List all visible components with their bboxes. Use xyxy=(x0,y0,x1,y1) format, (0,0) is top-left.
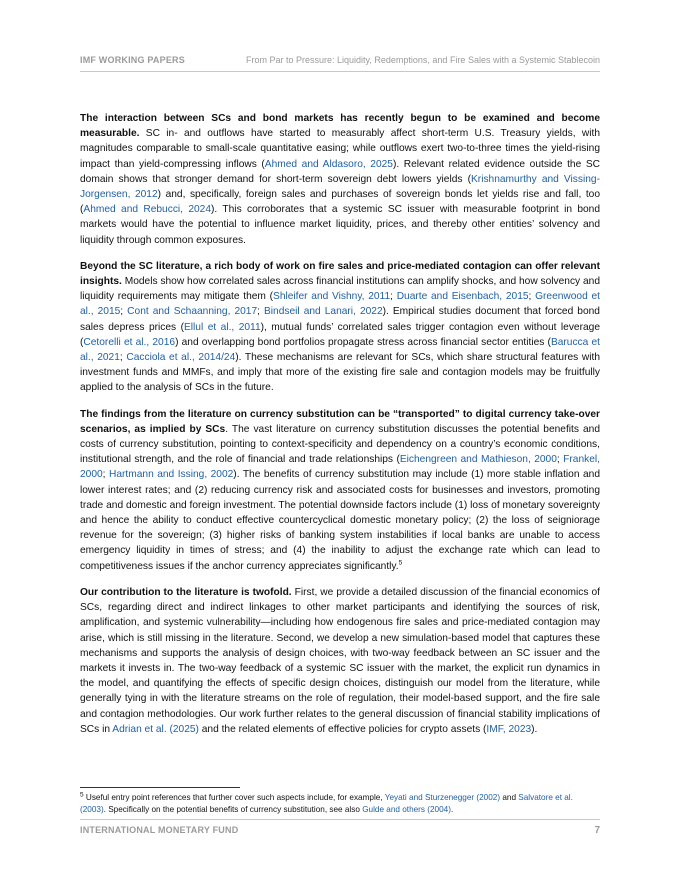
citation-link[interactable]: Ahmed and Rebucci, 2024 xyxy=(83,204,212,216)
citation-separator: ; xyxy=(102,469,109,481)
paragraph-text: ). xyxy=(531,723,538,735)
header-series-title: IMF WORKING PAPERS xyxy=(80,55,185,65)
paragraph-text: SC in- and outflows have started to measurably affect short-term U.S. Treasury yields, with magnitudes comparable to small-scale quantitative easing; while outflows exert two-to-three times the yield-rising impact than yield-compressing inflows ( xyxy=(80,128,600,170)
running-header xyxy=(80,55,600,69)
paragraph-text: ) and overlapping bond portfolios propagate stress across financial sector entities ( xyxy=(175,336,551,348)
paragraph-lead: The findings from the literature on currency substitution can be “transported” to digital currency take-over scenarios, as implied by SCs xyxy=(80,408,600,435)
paragraph-fire-sales xyxy=(80,259,600,396)
citation-link[interactable]: Salvatore et al. (2003) xyxy=(80,793,573,814)
paragraph-text: First, we provide a detailed discussion of the financial economics of SCs, regarding direct and indirect linkages to other market participants and identifying the sources of risk, amplification, and systemic vulnerability—including how endogenous fire sales and price-mediated contagion may arise, which is still missing in the literature. Second, we develop a new simulation-based model that captures these mechanisms and supports the analysis of design choices, with two-way feedback between an SC issuer and the markets it invests in. The two-way feedback of a systemic SC issuer with the market, the explicit run dynamics in the model, and quantifying the effects of specific design choices, distinguish our model from the literature, while generally tying in with the literature streams on the role of regulation, their model-based support, and the fire sale and contagion methodologies. Our work further relates to the general discussion of financial stability implications of SCs in xyxy=(80,586,600,735)
citation-link[interactable]: Ellul et al., 2011 xyxy=(183,321,261,333)
citation-link[interactable]: Duarte and Eisenbach, 2015 xyxy=(396,291,529,303)
paragraph-contribution xyxy=(80,585,600,737)
page-number: 7 xyxy=(594,825,600,836)
paragraph-lead: Our contribution to the literature is twofold. xyxy=(80,586,292,598)
citation-link[interactable]: IMF, 2023 xyxy=(486,723,532,735)
citation-separator: ; xyxy=(119,352,127,364)
paragraph-text: and the related elements of effective policies for crypto assets ( xyxy=(198,723,487,735)
citation-link[interactable]: Greenwood et al., 2015 xyxy=(80,291,600,318)
footnote-text: and xyxy=(500,793,519,802)
citation-link[interactable]: Ahmed and Aldasoro, 2025 xyxy=(264,158,393,170)
citation-link[interactable]: Hartmann and Issing, 2002 xyxy=(109,469,234,481)
footnote-text: . Specifically on the potential benefits of currency substitution, see also xyxy=(103,804,363,814)
citation-link[interactable]: Shleifer and Vishny, 2011 xyxy=(273,291,391,303)
footnote xyxy=(80,792,600,815)
footer-publisher: INTERNATIONAL MONETARY FUND xyxy=(80,825,239,835)
paragraph-text: Models show how correlated sales across financial institutions can amplify shocks, and how solvency and liquidity requirements may mitigate them ( xyxy=(80,276,600,303)
citation-link[interactable]: Krishnamurthy and Vissing-Jorgensen, 2012 xyxy=(80,173,600,201)
citation-separator: ; xyxy=(120,306,128,318)
citation-link[interactable]: Bindseil and Lanari, 2022 xyxy=(264,306,383,318)
paragraph-text: ). The benefits of currency substitution may include (1) more stable inflation and lower interest rates; and (2) reducing currency risk and associated costs for businesses and investors, promoting trade and domestic and foreign investment. The potential downside factors include (1) loss of monetary sovereignty and hence the ability to conduct effective countercyclical domestic monetary policy; (2) the loss of seigniorage revenue for the sovereign; (3) higher risks of banking system instabilities if local banks are unable to access emergency liquidity in times of stress; and (4) the inability to adjust the exchange rate which can lead to competitiveness issues if the anchor currency appreciates significantly. xyxy=(80,469,600,572)
paragraph-text: ), mutual funds’ correlated sales trigger contagion even without leverage ( xyxy=(80,321,600,348)
paragraph-sc-bond-markets xyxy=(80,111,600,248)
header-divider xyxy=(80,71,600,72)
paragraph-lead: The interaction between SCs and bond markets has recently begun to be examined and become measurable. xyxy=(80,113,600,140)
citation-link[interactable]: Cont and Schaanning, 2017 xyxy=(127,306,258,318)
citation-link[interactable]: Barucca et al., 2021 xyxy=(80,336,600,364)
citation-link[interactable]: Eichengreen and Mathieson, 2000 xyxy=(399,454,557,466)
citation-separator: ; xyxy=(390,291,397,303)
citation-separator: ; xyxy=(528,291,536,303)
paragraph-text: ). This corroborates that a systemic SC issuer with measurable footprint in bond markets would have the potential to influence market liquidity, prices, and thereby other entities’ solvency and liquidity through common exposures. xyxy=(80,204,601,246)
footnote-marker[interactable]: 5 xyxy=(398,559,403,567)
paragraph-text: ). These mechanisms are relevant for SCs, which share structural features with investment funds and MMFs, and imply that more of the existing fire sale and contagion models may be fruitfully applied to the analysis of SCs in the future. xyxy=(80,352,600,394)
paragraph-text: ) and, specifically, foreign sales and purchases of sovereign bonds let yields rise and fall, too ( xyxy=(80,189,600,216)
footnote-divider xyxy=(80,787,240,788)
citation-link[interactable]: Gulde and others (2004) xyxy=(362,804,451,814)
citation-separator: ; xyxy=(556,454,564,466)
citation-link[interactable]: Adrian et al. (2025) xyxy=(112,723,199,735)
citation-separator: ; xyxy=(257,306,264,318)
paragraph-lead: Beyond the SC literature, a rich body of work on fire sales and price-mediated contagion can offer relevant insights. xyxy=(80,260,600,288)
citation-link[interactable]: Cacciola et al., 2014/24 xyxy=(126,352,236,364)
main-text xyxy=(80,111,600,748)
citation-link[interactable]: Cetorelli et al., 2016 xyxy=(83,336,176,348)
footnote-number: 5 xyxy=(80,791,84,799)
footer-divider xyxy=(80,819,600,820)
paragraph-text: ). Empirical studies document that forced bond sales depress prices ( xyxy=(80,306,600,333)
footnote-text: . xyxy=(450,804,454,814)
paragraph-text: ). Relevant related evidence outside the SC domain shows that stronger demand for short-term sovereign debt lowers yields ( xyxy=(80,158,600,185)
paragraph-currency-substitution xyxy=(80,407,600,574)
citation-link[interactable]: Frankel, 2000 xyxy=(80,454,600,481)
footnote-text: Useful entry point references that further cover such aspects include, for example, xyxy=(83,793,385,802)
running-footer xyxy=(80,825,600,839)
citation-link[interactable]: Yeyati and Sturzenegger (2002) xyxy=(384,793,501,802)
paragraph-text: . The vast literature on currency substitution discusses the potential benefits and costs of currency substitution, pointing to context-specificity and dependency on a country’s economic conditions, institutional strength, and the role of financial and trade relationships ( xyxy=(80,423,601,466)
header-paper-title: From Par to Pressure: Liquidity, Redemptions, and Fire Sales with a Systemic Stablecoin xyxy=(246,55,600,65)
